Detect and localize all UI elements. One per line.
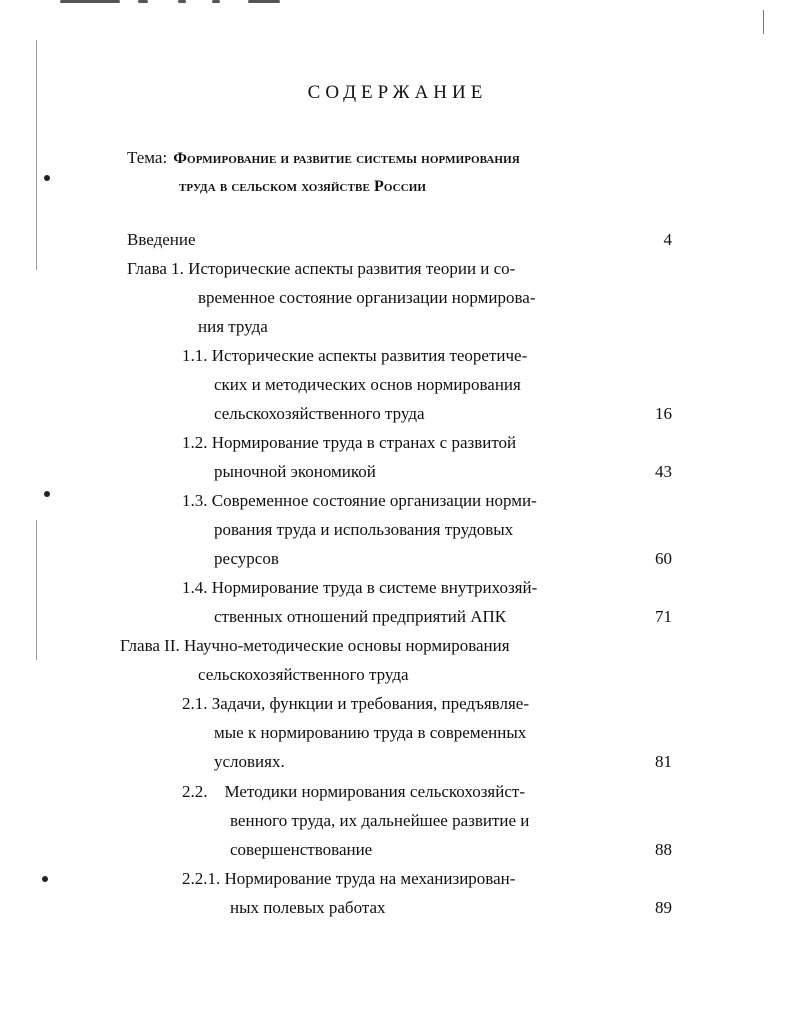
toc-line: Глава 1. Исторические аспекты развития теории и со- [127,259,516,278]
scan-artifact [60,0,280,6]
toc-line: временное состояние организации нормирова- [198,288,536,307]
toc-line: сельскохозяйственного труда [214,404,425,423]
toc-line: 1.2. Нормирование труда в странах с развитой [182,433,517,452]
toc-line: совершенствование [230,840,373,859]
toc-line: Введение [127,230,196,249]
page-number: 71 [655,607,672,626]
page-number: 81 [655,752,672,771]
toc-line: ресурсов [214,549,279,568]
toc-line: 1.4. Нормирование труда в системе внутрихозяй- [182,578,538,597]
toc-line: ских и методических основ нормирования [214,375,521,394]
toc-line: 2.1. Задачи, функции и требования, предъявляе- [182,694,529,713]
punch-hole-mark [44,175,50,181]
punch-hole-mark [42,876,48,882]
theme-label: Тема: [127,148,168,167]
toc-line: рыночной экономикой [214,462,376,481]
toc-line: 2.2.1. Нормирование труда на механизирован- [182,869,516,888]
margin-line [36,520,37,660]
page-title: СОДЕРЖАНИЕ [307,82,488,103]
page-number: 88 [655,840,672,859]
toc-line: ственных отношений предприятий АПК [214,607,507,626]
theme-line-1: Формирование и развитие системы нормирования [173,150,520,167]
margin-line [36,40,37,270]
theme-line-2: труда в сельском хозяйстве России [179,178,427,195]
thesis-theme [127,143,520,195]
page-number: 4 [663,230,672,249]
toc-line: венного труда, их дальнейшее развитие и [230,811,530,830]
toc-line: рования труда и использования трудовых [214,520,514,539]
toc-line: мые к нормированию труда в современных [214,723,527,742]
toc-line: условиях. [214,752,285,771]
page-number: 89 [655,898,672,917]
toc-line: 1.3. Современное состояние организации норми- [182,491,537,510]
margin-line [763,10,764,34]
page-number: 16 [655,404,672,423]
toc-line: ных полевых работах [230,898,386,917]
punch-hole-mark [44,491,50,497]
toc-line: 2.2. Методики нормирования сельскохозяйст- [182,782,525,801]
toc-line: сельскохозяйственного труда [198,665,409,684]
page-number: 43 [655,462,672,481]
toc-line: 1.1. Исторические аспекты развития теоретиче- [182,346,528,365]
page-number: 60 [655,549,672,568]
toc-line: ния труда [198,317,268,336]
toc-line: Глава II. Научно-методические основы нормирования [120,636,510,655]
